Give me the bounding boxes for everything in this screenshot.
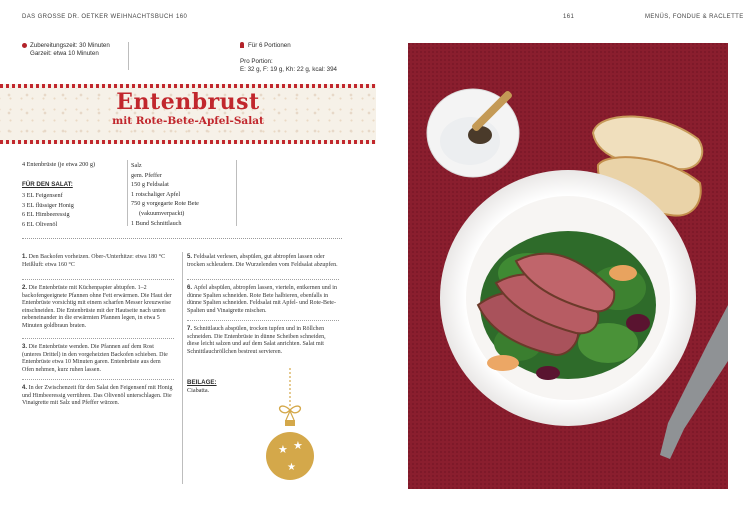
- step-text: Apfel abspülen, abtropfen lassen, vierteln, entkernen und in dünne Spalten schneiden. Rote Bete halbieren, ebenfalls in dünne Spalten schneiden. Feldsalat mit Apfel- und Rote-Bete-Spalten und Vinaigrette mischen.: [187, 285, 337, 314]
- step-number: 2.: [22, 285, 29, 291]
- ingredient-item: 1 Bund Schnittlauch: [131, 219, 182, 227]
- book-title-left: DAS GROSSE DR. OETKER WEIHNACHTSBUCH: [22, 14, 174, 20]
- step-text: Schnittlauch abspülen, trocken tupfen und in Röllchen schneiden. Die Entenbrüste in dünne Scheiben schneiden, diese leicht salzen und auf dem Salat anrichten. Salat mit Schnittlauchröllchen bestreut servieren.: [187, 326, 326, 355]
- step-text: Den Backofen vorheizen. Ober-/Unterhitze: etwa 180 °C Heißluft: etwa 160 °C: [22, 254, 166, 268]
- step-text: Die Entenbrüste mit Küchenpapier abtupfen. 1–2 backofengeeignete Pfannen ohne Fett erwärmen. Die Haut der Entenbrüste vorsichtig mit einem scharfen Messer kreuzweise einschneiden. Die Entenbrüste mit der Hautseite nach unten nebeneinander in die erwärmten Pfannen legen, in etwa 5 Minuten goldbraun braten.: [22, 285, 172, 329]
- ingredient-item: 3 EL Feigensenf: [22, 192, 63, 199]
- ingredient-item: 750 g vorgegarte Rote Bete: [131, 200, 199, 208]
- svg-text:★: ★: [278, 443, 288, 456]
- step-number: 6.: [187, 285, 194, 291]
- ingredient-duck: 4 Entenbrüste (je etwa 200 g): [22, 161, 96, 168]
- salad-heading: FÜR DEN SALAT:: [22, 181, 73, 188]
- food-photo: [408, 43, 728, 489]
- step-divider: [22, 379, 174, 380]
- svg-text:★: ★: [287, 462, 296, 473]
- step-number: 7.: [187, 326, 194, 332]
- ingredient-item: 1 rotschaliger Apfel: [131, 190, 181, 198]
- step-number: 5.: [187, 254, 194, 260]
- page-number-right: 161: [563, 14, 575, 20]
- instruction-step: [22, 344, 174, 374]
- step-divider: [22, 338, 174, 339]
- ingredient-item: gem. Pfeffer: [131, 171, 162, 179]
- step-text: Die Entenbrüste wenden. Die Pfannen auf dem Rost (unteres Drittel) in den vorgeheizten Backofen schieben. Die Entenbrüste etwa 10 Minuten garen. Entenbrüste aus dem Ofen nehmen, kurz ruhen lassen.: [22, 344, 168, 373]
- ingredient-item: Salz: [131, 162, 142, 169]
- ingredient-item: 6 EL Olivenöl: [22, 220, 58, 228]
- step-text: In der Zwischenzeit für den Salat den Feigensenf mit Honig und Himbeeressig verrühren. Das Olivenöl unterschlagen. Die Vinaigrette mit Salz und Pfeffer würzen.: [22, 385, 173, 407]
- portions: Für 6 Portionen: [240, 42, 291, 50]
- nutrition: E: 32 g, F: 19 g, Kh: 22 g, kcal: 394: [240, 66, 337, 73]
- page-number-left: 160: [176, 14, 188, 20]
- prep-time: Zubereitungszeit: 30 Minuten: [22, 42, 110, 50]
- instruction-step: [22, 385, 174, 408]
- cook-time: Garzeit: etwa 10 Minuten: [30, 50, 99, 57]
- step-divider: [187, 320, 339, 321]
- step-text: Feldsalat verlesen, abspülen, gut abtropfen lassen oder trocken schleudern. Die Wurzelenden vom Feldsalat abzupfen.: [187, 254, 338, 268]
- recipe-subtitle: mit Rote-Bete-Apfel-Salat: [112, 115, 264, 127]
- side-heading: BEILAGE:: [187, 379, 217, 386]
- step-number: 4.: [22, 385, 29, 391]
- instruction-step: [22, 285, 174, 331]
- banner-border-bottom: [0, 140, 376, 144]
- svg-text:★: ★: [293, 439, 303, 452]
- ingredient-item: 150 g Feldsalat: [131, 181, 169, 189]
- ingredient-list-2: [131, 161, 199, 228]
- instruction-step: [187, 326, 339, 356]
- instruction-step: [187, 254, 339, 269]
- ingredient-item: (vakuumverpackt): [139, 209, 185, 217]
- portion-icon: [240, 42, 244, 48]
- step-divider: [187, 279, 339, 280]
- step-divider: [22, 279, 174, 280]
- side-text: Ciabatta.: [187, 387, 210, 394]
- recipe-title: Entenbrust: [116, 89, 260, 115]
- instruction-step: [187, 285, 339, 315]
- ingredient-item: 3 EL flüssiger Honig: [22, 201, 74, 209]
- step-number: 3.: [22, 344, 29, 350]
- instruction-step: [22, 254, 174, 269]
- clock-icon: [22, 43, 27, 48]
- ingredient-item: 6 EL Himbeeressig: [22, 211, 70, 218]
- chapter-title-right: MENÜS, FONDUE & RACLETTE: [645, 14, 744, 20]
- banner-border-top: [0, 84, 376, 88]
- step-number: 1.: [22, 254, 29, 260]
- christmas-ornament-icon: [262, 368, 318, 488]
- per-portion-label: Pro Portion:: [240, 58, 273, 65]
- ingredient-list-1: [22, 191, 74, 229]
